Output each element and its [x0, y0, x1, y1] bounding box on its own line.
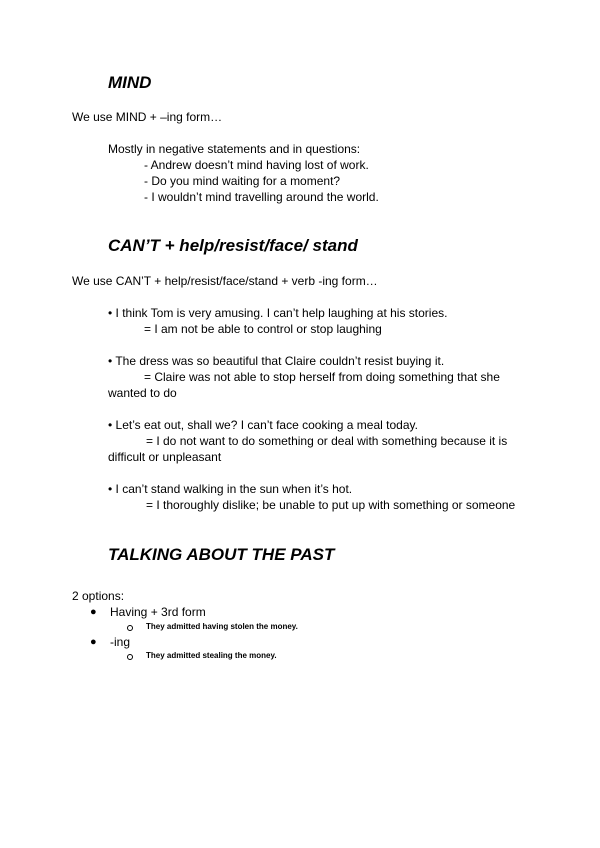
past-option-1: Having + 3rd form	[110, 605, 206, 619]
mind-example-3: - I wouldn’t mind travelling around the world.	[144, 190, 379, 204]
past-intro: 2 options:	[72, 589, 125, 603]
mind-example-1: - Andrew doesn’t mind having lost of work.	[144, 158, 369, 172]
past-option-2-example: They admitted stealing the money.	[146, 651, 277, 660]
cant-meaning-4: = I thoroughly dislike; be unable to put up with something or someone	[146, 498, 516, 512]
cant-intro: We use CAN’T + help/resist/face/stand + verb -ing form…	[72, 274, 378, 288]
past-option-2: -ing	[110, 635, 131, 649]
cant-heading: CAN’T + help/resist/face/ stand	[108, 236, 358, 255]
past-heading: TALKING ABOUT THE PAST	[108, 545, 335, 564]
cant-meaning-3: = I do not want to do something or deal with something because it is	[146, 434, 508, 448]
bullet-icon: ●	[90, 606, 97, 618]
cant-sentence-4: • I can’t stand walking in the sun when it’s hot.	[108, 482, 353, 496]
cant-sentence-2: • The dress was so beautiful that Claire couldn’t resist buying it.	[108, 354, 445, 368]
mind-example-2: - Do you mind waiting for a moment?	[144, 174, 341, 188]
cant-meaning-3-cont: difficult or unpleasant	[108, 450, 222, 464]
cant-sentence-1: • I think Tom is very amusing. I can’t help laughing at his stories.	[108, 306, 448, 320]
circle-bullet-icon	[127, 654, 133, 660]
mind-intro: We use MIND + –ing form…	[72, 110, 223, 124]
cant-meaning-2: = Claire was not able to stop herself from doing something that she	[144, 370, 500, 384]
mind-heading: MIND	[108, 73, 152, 92]
cant-meaning-2-cont: wanted to do	[108, 386, 177, 400]
bullet-icon: ●	[90, 636, 97, 648]
cant-sentence-3: • Let’s eat out, shall we? I can’t face cooking a meal today.	[108, 418, 418, 432]
circle-bullet-icon	[127, 625, 133, 631]
past-option-1-example: They admitted having stolen the money.	[146, 622, 298, 631]
mind-sub-intro: Mostly in negative statements and in questions:	[108, 142, 361, 156]
cant-meaning-1: = I am not be able to control or stop laughing	[144, 322, 382, 336]
